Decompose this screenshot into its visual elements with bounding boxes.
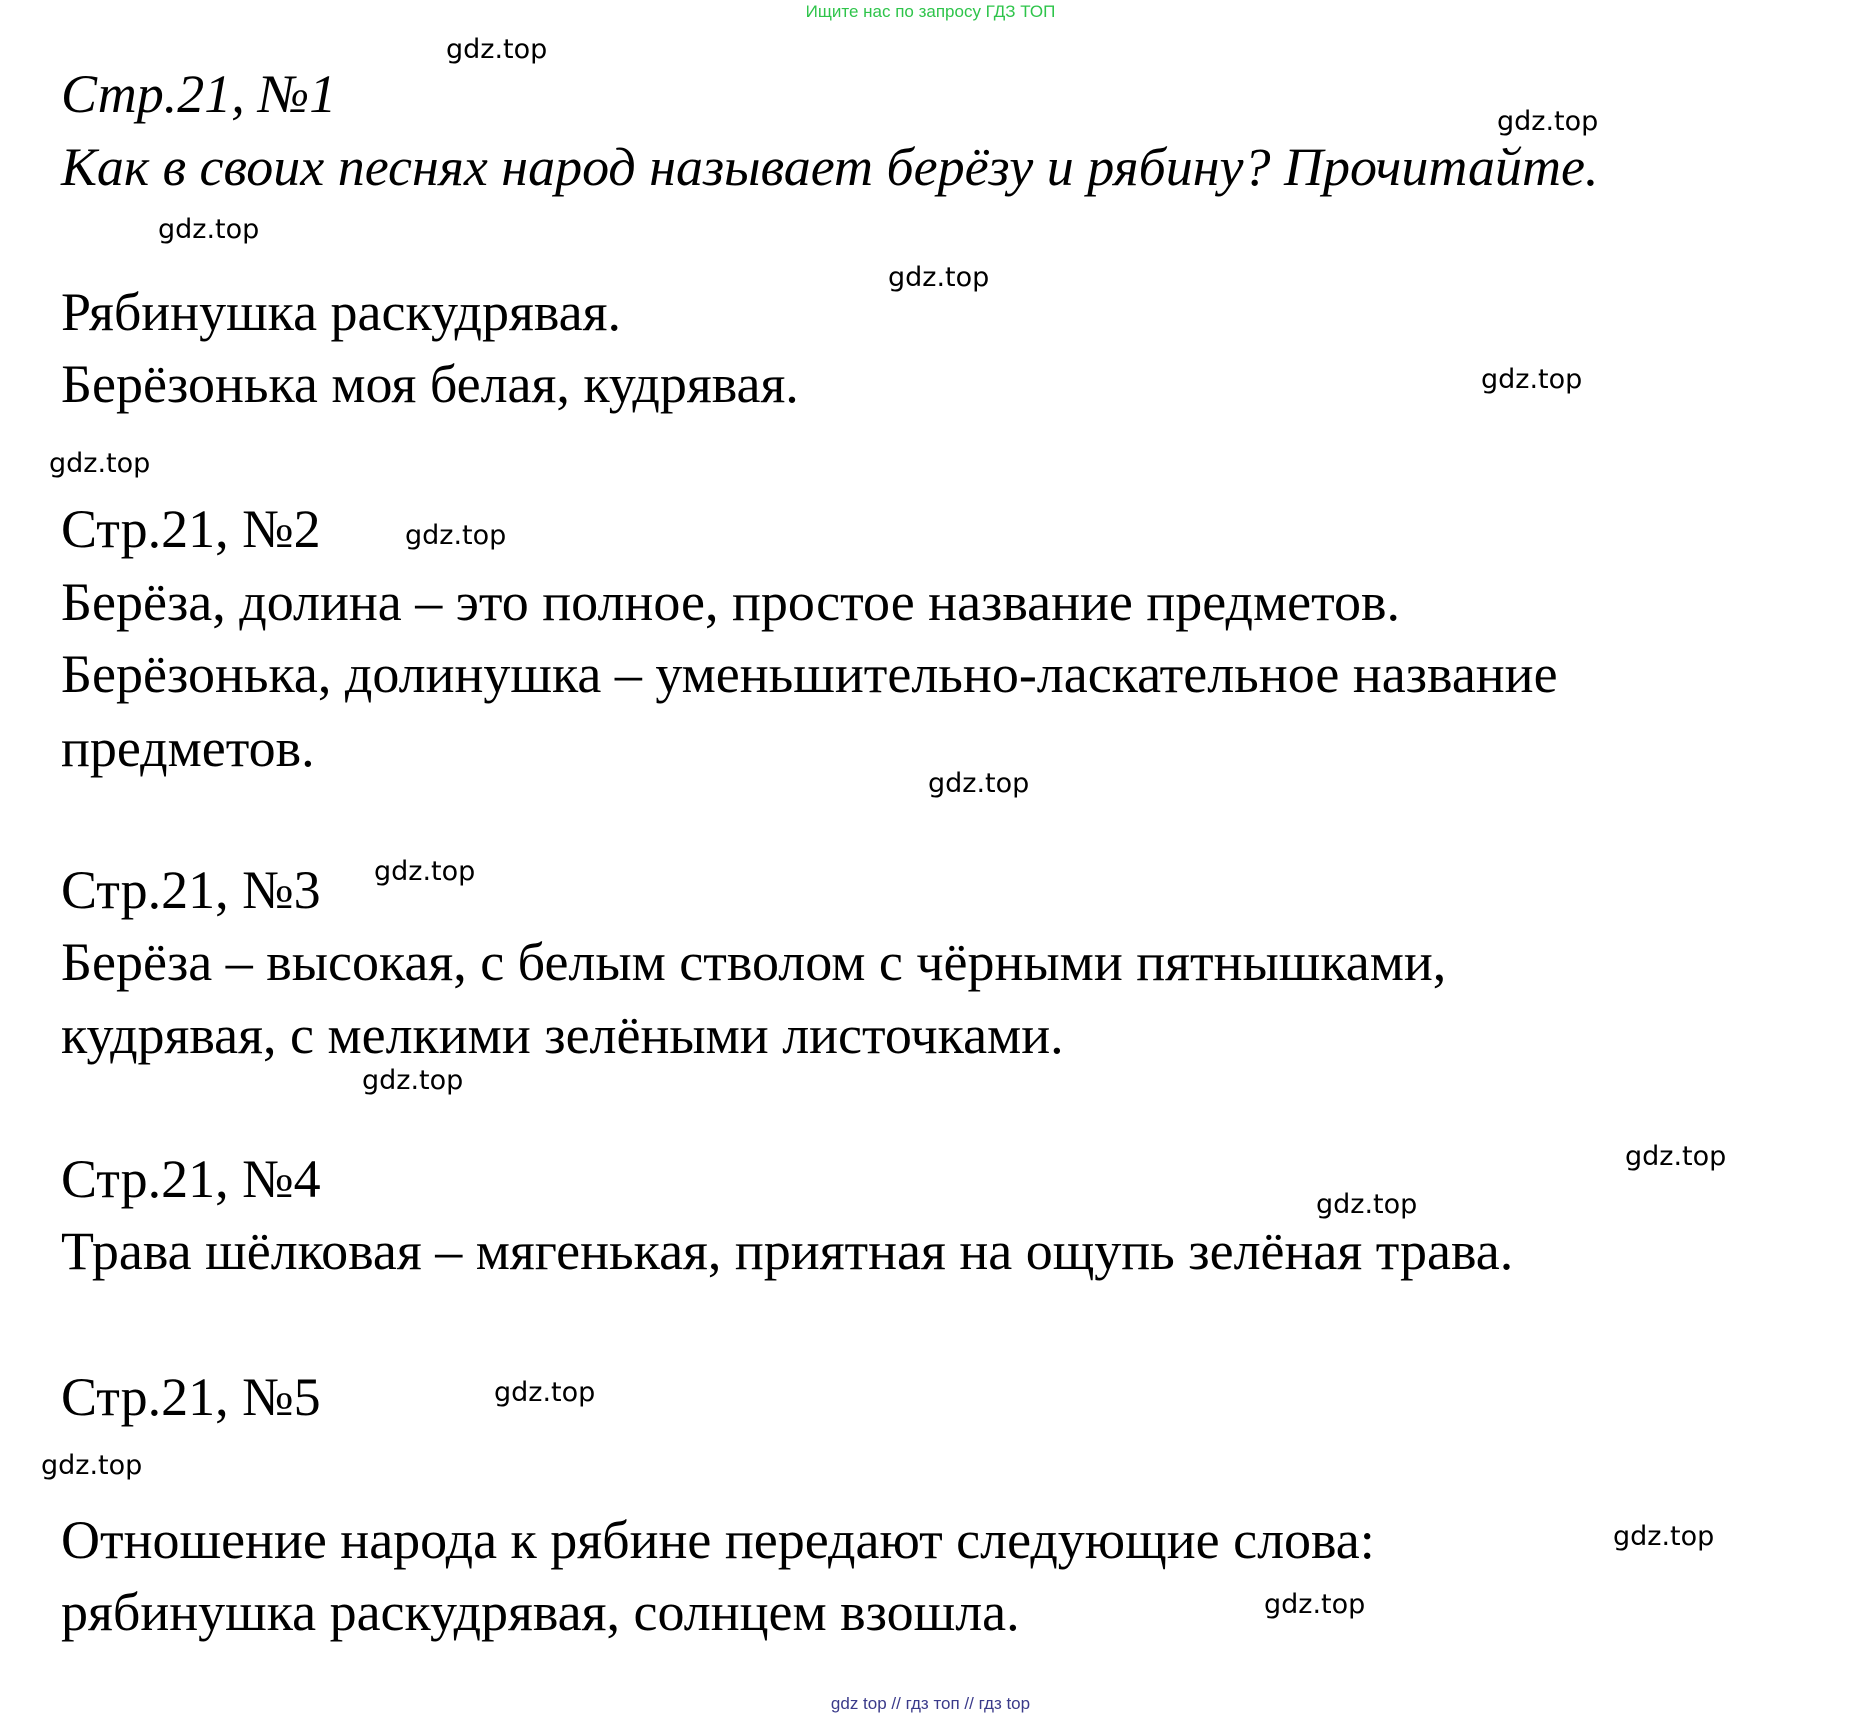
section-1-answer-line-1: Рябинушка раскудрявая.: [61, 282, 621, 342]
section-2-line-3: предметов.: [61, 718, 315, 778]
top-banner: Ищите нас по запросу ГДЗ ТОП: [805, 2, 1056, 21]
section-3-line-2: кудрявая, с мелкими зелёными листочками.: [61, 1005, 1064, 1065]
section-4-line-1: Трава шёлковая – мягенькая, приятная на ощупь зелёная трава.: [61, 1221, 1514, 1281]
section-1-question: Как в своих песнях народ называет берёзу и рябину? Прочитайте.: [61, 137, 1599, 197]
watermark: gdz.top: [1481, 364, 1583, 395]
watermark: gdz.top: [1613, 1521, 1715, 1552]
section-2-heading: Стр.21, №2: [61, 499, 321, 559]
watermark: gdz.top: [41, 1450, 143, 1481]
section-3-line-1: Берёза – высокая, с белым стволом с чёрными пятнышками,: [61, 932, 1447, 992]
watermark: gdz.top: [1316, 1189, 1418, 1220]
section-1-heading: Стр.21, №1: [61, 64, 337, 124]
watermark: gdz.top: [888, 262, 990, 293]
watermark: gdz.top: [362, 1065, 464, 1096]
section-5-line-1: Отношение народа к рябине передают следующие слова:: [61, 1510, 1375, 1570]
watermark: gdz.top: [446, 34, 548, 65]
section-5-line-2: рябинушка раскудрявая, солнцем взошла.: [61, 1582, 1020, 1642]
watermark: gdz.top: [494, 1377, 596, 1408]
footer-watermark: gdz top // гдз топ // гдз top: [830, 1694, 1031, 1713]
watermark: gdz.top: [1625, 1141, 1727, 1172]
section-1-answer-line-2: Берёзонька моя белая, кудрявая.: [61, 354, 799, 414]
watermark: gdz.top: [928, 768, 1030, 799]
watermark: gdz.top: [1264, 1589, 1366, 1620]
section-2-line-2: Берёзонька, долинушка – уменьшительно-ласкательное название: [61, 644, 1558, 704]
watermark: gdz.top: [49, 448, 151, 479]
watermark: gdz.top: [158, 214, 260, 245]
section-2-line-1: Берёза, долина – это полное, простое название предметов.: [61, 572, 1401, 632]
section-3-heading: Стр.21, №3: [61, 860, 321, 920]
section-4-heading: Стр.21, №4: [61, 1149, 321, 1209]
watermark: gdz.top: [405, 520, 507, 551]
watermark: gdz.top: [374, 856, 476, 887]
section-5-heading: Стр.21, №5: [61, 1367, 321, 1427]
watermark: gdz.top: [1497, 106, 1599, 137]
